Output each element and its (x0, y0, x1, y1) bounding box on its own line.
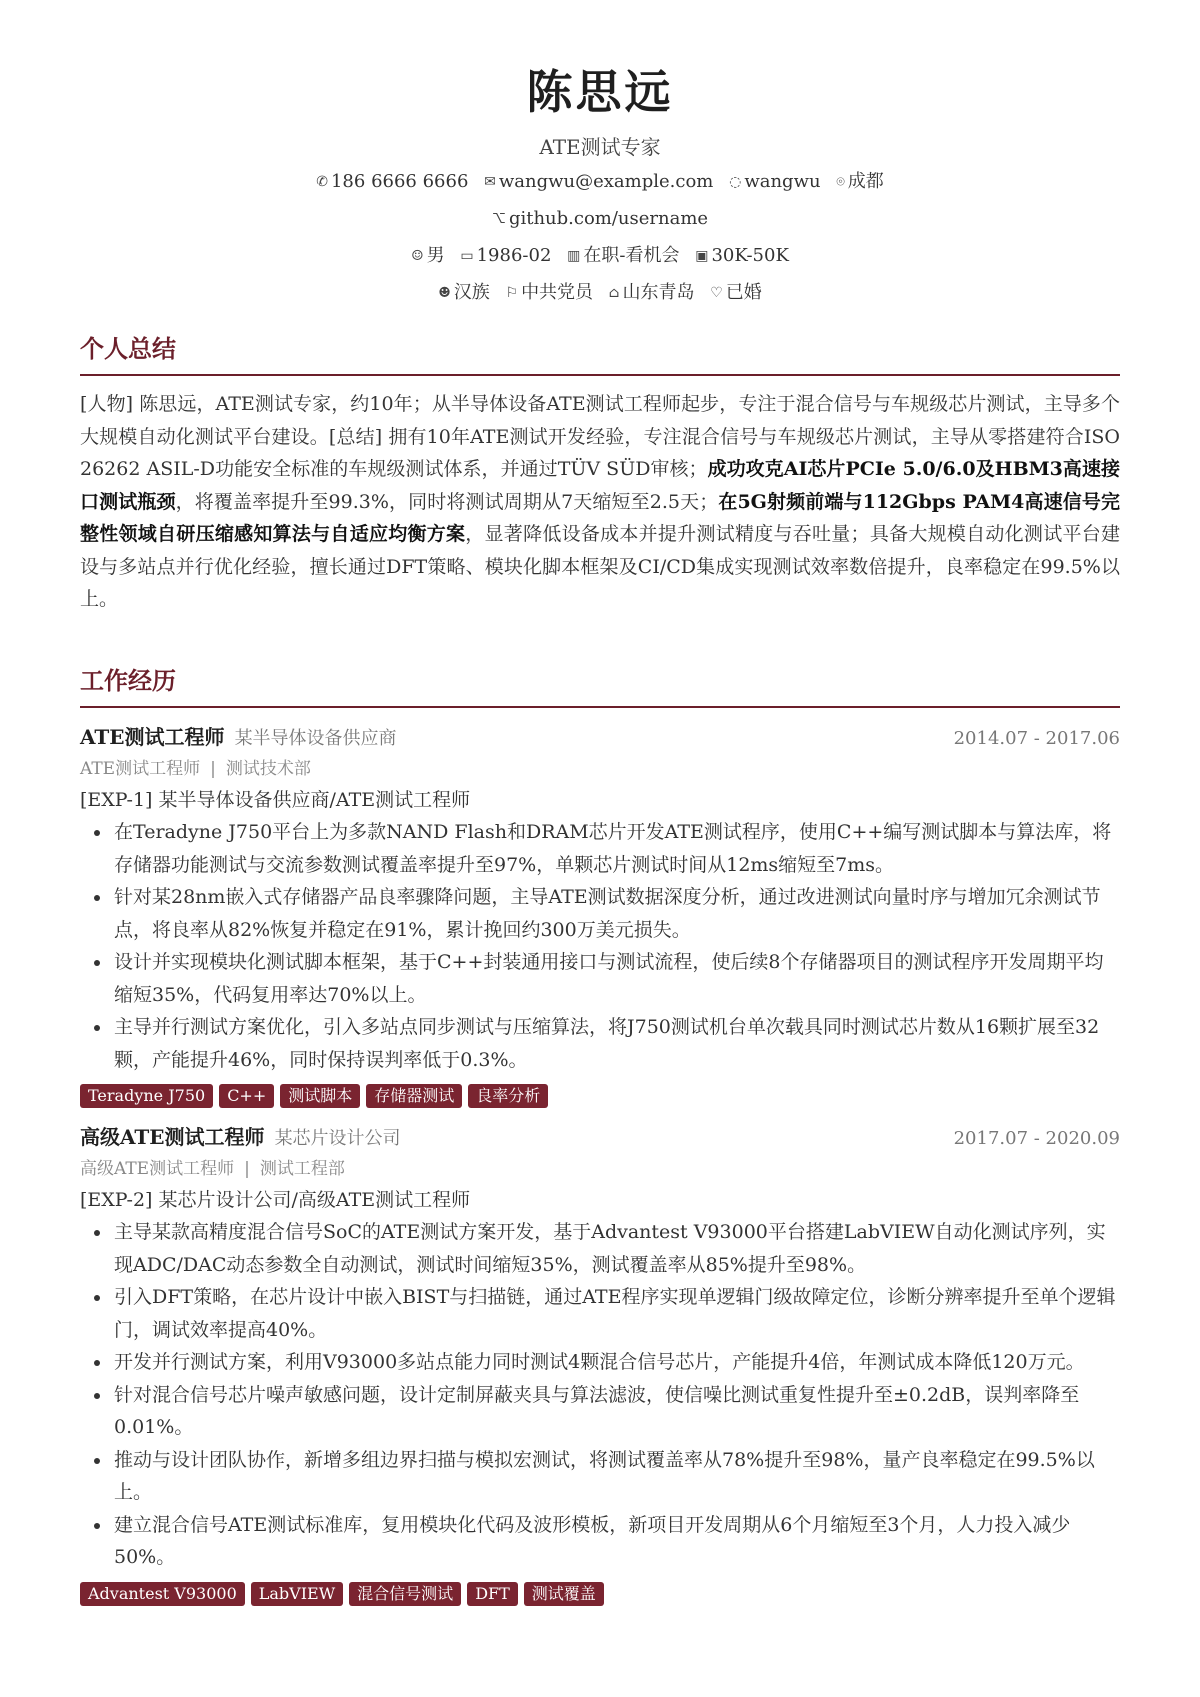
summary-heading: 个人总结 (80, 332, 1120, 376)
job-title: ATE测试工程师 (80, 725, 225, 749)
wechat-text: wangwu (744, 171, 821, 192)
contact-row-1 (0, 168, 1200, 197)
resume-header (0, 0, 1200, 308)
company-name: 某半导体设备供应商 (234, 728, 397, 749)
achievement-item: • 引入DFT策略，在芯片设计中嵌入BIST与扫描链，通过ATE程序实现单逻辑门级故障定位，诊断分辨率提升至单个逻辑门，调试效率提高40%。 (112, 1281, 1120, 1346)
skill-tag: 良率分析 (468, 1084, 548, 1108)
contact-row-3 (0, 242, 1200, 271)
phone-text: 186 6666 6666 (330, 171, 469, 192)
skill-tag: 测试覆盖 (524, 1582, 604, 1606)
status-item (567, 242, 679, 271)
job-header (80, 1122, 1120, 1154)
summary-section (80, 332, 1120, 616)
money-icon: ▣ (695, 248, 709, 264)
job-role: ATE测试工程师 (80, 759, 201, 779)
users-icon: ☻ (438, 285, 451, 301)
job-title: 高级ATE测试工程师 (80, 1125, 265, 1149)
github-text: github.com/username (508, 208, 709, 229)
skill-tag: DFT (467, 1582, 518, 1606)
flag-icon: ⚐ (505, 285, 519, 301)
achievement-list (80, 1216, 1120, 1574)
achievement-list (80, 816, 1120, 1076)
job-subtitle (80, 754, 1120, 784)
salary-item (695, 242, 789, 271)
hometown-text: 山东青岛 (622, 282, 695, 303)
phone-icon: ✆ (316, 174, 328, 190)
email-item[interactable] (484, 168, 713, 197)
gender-item (411, 242, 445, 271)
achievement-item: • 主导并行测试方案优化，引入多站点同步测试与压缩算法，将J750测试机台单次载具同时测试芯片数从16颗扩展至32颗，产能提升46%，同时保持误判率低于0.3%。 (112, 1011, 1120, 1076)
github-item[interactable] (492, 205, 708, 234)
summary-text (80, 388, 1120, 616)
achievement-item: • 主导某款高精度混合信号SoC的ATE测试方案开发，基于Advantest V93000平台搭建LabVIEW自动化测试序列，实现ADC/DAC动态参数全自动测试，测试时间缩短35%，测试覆盖率从85%提升至98%。 (112, 1216, 1120, 1281)
github-icon: ⌥ (491, 211, 506, 227)
achievement-item: • 针对某28nm嵌入式存储器产品良率骤降问题，主导ATE测试数据深度分析，通过改进测试向量时序与增加冗余测试节点，将良率从82%恢复并稳定在91%，累计挽回约300万美元损失。 (112, 881, 1120, 946)
phone-item[interactable] (316, 168, 468, 197)
experience-section (80, 664, 1120, 1606)
job-role: 高级ATE测试工程师 (80, 1159, 235, 1179)
summary-part-1: [人物] 陈思远，ATE测试专家，约10年；从半导体设备ATE测试工程师起步，专注于混合信号与车规级芯片测试，主导多个大规模自动化测试平台建设。[总结] 拥有10年ATE测试开发经验，专注混合信号与车规级芯片测试，主导从零搭建符合ISO 26262 ASIL-D功能安全标准的车规级测试体系，并通过TÜV SÜD审核； (80, 393, 1120, 480)
job-department: 测试技术部 (225, 759, 311, 779)
birth-item (460, 242, 551, 271)
summary-part-3: ，显著降低设备成本并提升测试精度与吞吐量；具备大规模自动化测试平台建设与多站点并行优化经验，擅长通过DFT策略、模块化脚本框架及CI/CD集成实现测试效率数倍提升，良率稳定在99.5%以上。 (80, 523, 1120, 610)
ethnicity-text: 汉族 (453, 282, 490, 303)
summary-highlight-2: 在5G射频前端与112Gbps PAM4高速信号完整性领域自研压缩感知算法与自适应均衡方案 (80, 490, 1120, 545)
achievement-item: • 针对混合信号芯片噪声敏感问题，设计定制屏蔽夹具与算法滤波，使信噪比测试重复性提升至±0.2dB，误判率降至0.01%。 (112, 1379, 1120, 1444)
heart-icon: ♡ (710, 285, 723, 301)
subtitle-separator: | (210, 759, 216, 779)
ethnicity-item (438, 279, 490, 308)
politics-item (506, 279, 594, 308)
skill-tag: C++ (219, 1084, 274, 1108)
skill-tags (80, 1084, 1120, 1108)
job-dates: 2017.07 - 2020.09 (953, 1128, 1120, 1149)
skill-tags (80, 1582, 1120, 1606)
contact-row-2 (0, 205, 1200, 234)
calendar-icon: ▭ (460, 248, 474, 264)
marital-text: 已婚 (725, 282, 762, 303)
summary-highlight-1: 成功攻克AI芯片PCIe 5.0/6.0及HBM3高速接口测试瓶颈 (80, 458, 1120, 513)
job-department: 测试工程部 (259, 1159, 345, 1179)
wechat-item (729, 168, 820, 197)
mail-icon: ✉ (484, 174, 496, 190)
achievement-item: • 在Teradyne J750平台上为多款NAND Flash和DRAM芯片开发ATE测试程序，使用C++编写测试脚本与算法库，将存储器功能测试与交流参数测试覆盖率提升至97%，单颗芯片测试时间从12ms缩短至7ms。 (112, 816, 1120, 881)
job-dates: 2014.07 - 2017.06 (953, 728, 1120, 749)
hometown-item (609, 279, 695, 308)
experience-label: [EXP-1] 某半导体设备供应商/ATE测试工程师 (80, 789, 471, 811)
achievement-item: • 推动与设计团队协作，新增多组边界扫描与模拟宏测试，将测试覆盖率从78%提升至98%，量产良率稳定在99.5%以上。 (112, 1444, 1120, 1509)
achievement-item: • 设计并实现模块化测试脚本框架，基于C++封装通用接口与测试流程，使后续8个存储器项目的测试程序开发周期平均缩短35%，代码复用率达70%以上。 (112, 946, 1120, 1011)
summary-part-2: ，将覆盖率提升至99.3%，同时将测试周期从7天缩短至2.5天； (175, 490, 719, 513)
status-text: 在职-看机会 (583, 245, 680, 266)
person-icon: ☺ (411, 248, 424, 264)
marital-item (710, 279, 762, 308)
skill-tag: Teradyne J750 (80, 1084, 213, 1108)
gender-text: 男 (426, 245, 445, 266)
location-text: 成都 (847, 171, 884, 192)
job-entry-1 (80, 722, 1120, 1108)
skill-tag: 测试脚本 (280, 1084, 360, 1108)
politics-text: 中共党员 (521, 282, 594, 303)
job-title: ATE测试专家 (539, 135, 661, 159)
job-entry-2 (80, 1122, 1120, 1606)
location-pin-icon: ⌾ (836, 174, 845, 190)
home-icon: ⌂ (608, 285, 620, 301)
skill-tag: Advantest V93000 (80, 1582, 245, 1606)
job-subtitle (80, 1154, 1120, 1184)
skill-tag: 存储器测试 (366, 1084, 462, 1108)
email-text: wangwu@example.com (498, 171, 714, 192)
experience-label: [EXP-2] 某芯片设计公司/高级ATE测试工程师 (80, 1189, 471, 1211)
achievement-item: • 建立混合信号ATE测试标准库，复用模块化代码及波形模板，新项目开发周期从6个月缩短至3个月，人力投入减少50%。 (112, 1509, 1120, 1574)
birth-text: 1986-02 (476, 245, 552, 266)
experience-heading: 工作经历 (80, 664, 1120, 708)
contact-row-4 (0, 279, 1200, 308)
candidate-name: 陈思远 (526, 65, 674, 119)
skill-tag: 混合信号测试 (349, 1582, 461, 1606)
company-name: 某芯片设计公司 (274, 1128, 401, 1149)
skill-tag: LabVIEW (251, 1582, 343, 1606)
wechat-icon: ◌ (729, 174, 742, 190)
achievement-item: • 开发并行测试方案，利用V93000多站点能力同时测试4颗混合信号芯片，产能提升4倍，年测试成本降低120万元。 (112, 1346, 1120, 1379)
location-item (836, 168, 883, 197)
job-header (80, 722, 1120, 754)
building-icon: ▥ (567, 248, 581, 264)
salary-text: 30K-50K (711, 245, 789, 266)
subtitle-separator: | (244, 1159, 250, 1179)
